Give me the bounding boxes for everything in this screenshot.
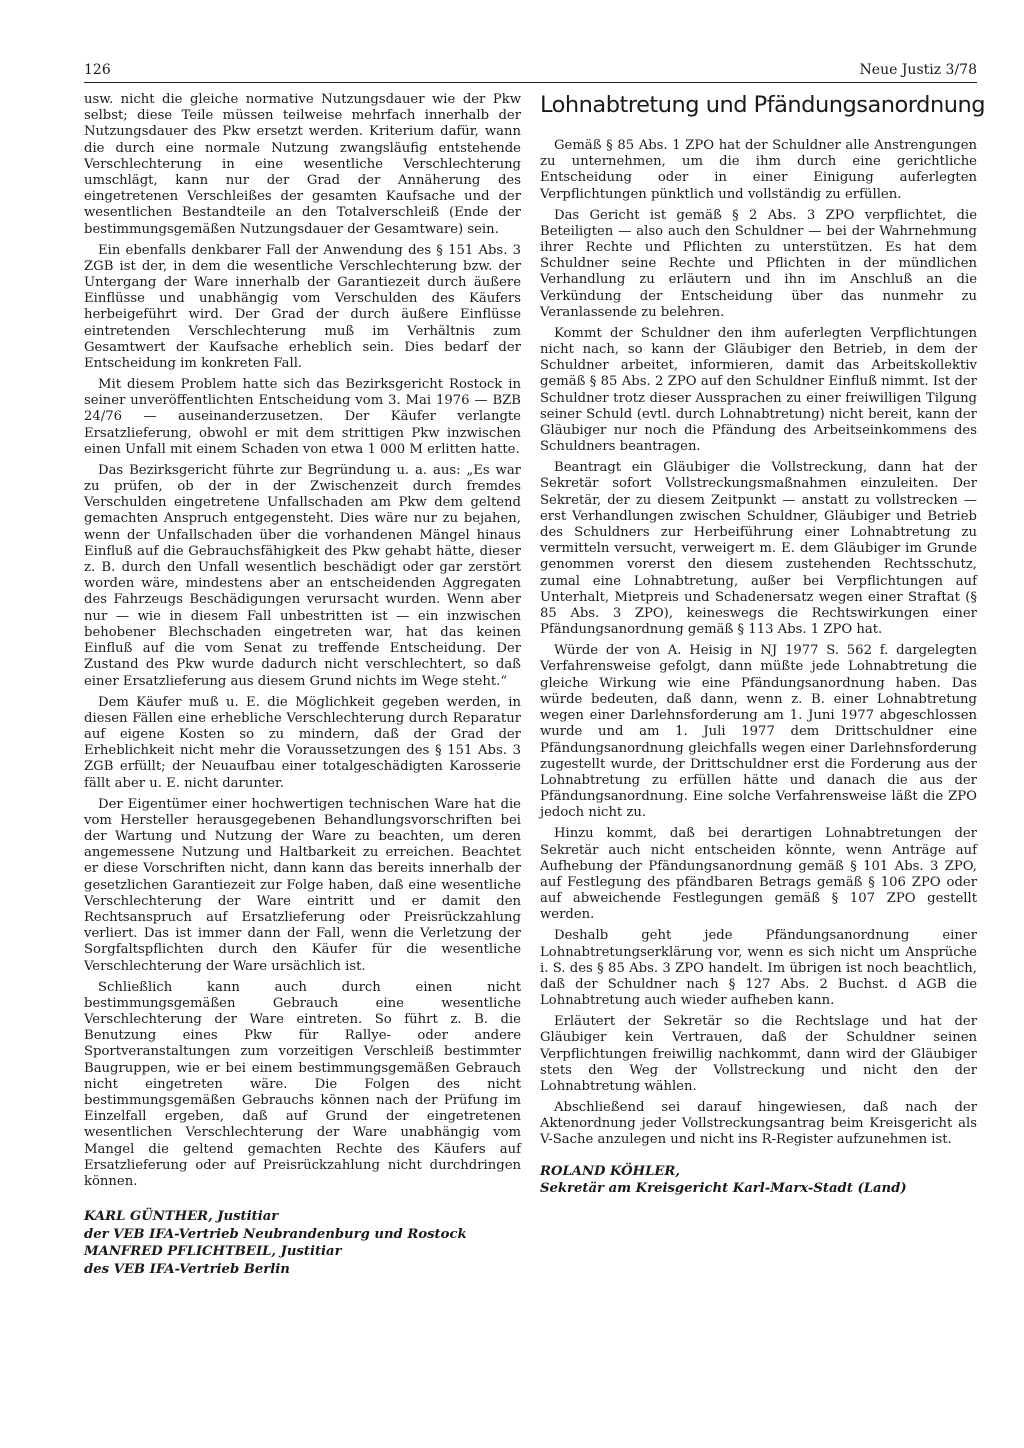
paragraph: Dem Käufer muß u. E. die Möglichkeit gegeben werden, in diesen Fällen eine erhebliche Verschlechterung durch Reparatur auf eigene Kosten so zu mindern, daß der Grad der Erheblichkeit nicht mehr die Voraussetzungen des § 151 Abs. 3 ZGB erfüllt; der Neuaufbau einer totalgeschädigten Karosserie fällt aber u. E. nicht darunter.	[84, 694, 521, 791]
paragraph: usw. nicht die gleiche normative Nutzungsdauer wie der Pkw selbst; diese Teile müssen teilweise mehrfach innerhalb der Nutzungsdauer des Pkw ersetzt werden. Kriterium dafür, wann die durch eine normale Nutzung zwangsläufig entstehende Verschlechterung in eine wesentliche Verschlechterung umschlägt, kann nur der Grad der Annäherung des eingetretenen Verschleißes der gesamten Kaufsache und der wesentlichen Bestandteile an den Totalverschleiß (Ende der bestimmungsgemäßen Nutzungsdauer der Gesamtware) sein.	[84, 92, 521, 237]
journal-issue: Neue Justiz 3/78	[859, 62, 977, 78]
paragraph: Das Bezirksgericht führte zur Begründung u. a. aus: „Es war zu prüfen, ob der in der Zwischenzeit durch fremdes Verschulden eingetretene Unfallschaden am Pkw dem geltend gemachten Anspruch entgegensteht. Dies wäre nur zu bejahen, wenn der Unfallschaden über die vorhandenen Mängel hinaus Einfluß auf die Gebrauchsfähigkeit des Pkw gehabt hätte, dieser z. B. durch den Unfall wesentlich beschädigt oder gar zerstört worden wäre, mindestens aber an entscheidenden Aggregaten des Fahrzeugs Beschädigungen verursacht wurden. Wenn aber nur — wie in diesem Fall unbestritten ist — ein inzwischen behobener Blechschaden eingetreten war, hat das keinen Einfluß auf die vom Senat zu treffende Entscheidung. Der Zustand des Pkw wurde dadurch nicht verschlechtert, so daß einer Ersatzlieferung aus diesem Grund nichts im Wege steht.“	[84, 462, 521, 689]
paragraph: Deshalb geht jede Pfändungsanordnung einer Lohnabtretungserklärung vor, wenn es sich nicht um Ansprüche i. S. des § 85 Abs. 3 ZPO handelt. Im übrigen ist noch beachtlich, daß der Schuldner nach § 127 Abs. 2 Buchst. d AGB die Lohnabtretung auch wieder aufheben kann.	[540, 928, 977, 1009]
paragraph: Mit diesem Problem hatte sich das Bezirksgericht Rostock in seiner unveröffentlichten Entscheidung vom 3. Mai 1976 — BZB 24/76 — auseinanderzusetzen. Der Käufer verlangte Ersatzlieferung, obwohl er mit dem strittigen Pkw inzwischen einen Unfall mit einem Schaden von etwa 1 000 M erlitten hatte.	[84, 377, 521, 457]
signature-line: der VEB IFA-Vertrieb Neubrandenburg und Rostock	[84, 1226, 467, 1242]
author-signature	[84, 1208, 521, 1278]
signature-line: des VEB IFA-Vertrieb Berlin	[84, 1261, 290, 1277]
signature-line: ROLAND KÖHLER,	[540, 1163, 680, 1179]
paragraph: Erläutert der Sekretär so die Rechtslage und hat der Gläubiger kein Vertrauen, daß der Schuldner seinen Verpflichtungen freiwillig nachkommt, dann wird der Gläubiger stets den Weg der Vollstreckung und nicht den der Lohnabtretung wählen.	[540, 1014, 977, 1094]
author-signature	[540, 1163, 977, 1198]
paragraph: Kommt der Schuldner den ihm auferlegten Verpflichtungen nicht nach, so kann der Gläubiger den Betrieb, in dem der Schuldner arbeitet, informieren, damit das Arbeitskollektiv gemäß § 85 Abs. 2 ZPO auf den Schuldner Einfluß nimmt. Ist der Schuldner trotz dieser Aussprachen zu einer freiwilligen Tilgung seiner Schuld (evtl. durch Lohnabtretung) nicht bereit, kann der Gläubiger nur noch die Pfändung des Arbeitseinkommens des Schuldners beantragen.	[540, 325, 977, 455]
paragraph: Gemäß § 85 Abs. 1 ZPO hat der Schuldner alle Anstrengungen zu unternehmen, um die ihm durch eine gerichtliche Entscheidung oder in einer Einigung auferlegten Verpflichtungen pünktlich und vollständig zu erfüllen.	[540, 138, 977, 202]
paragraph: Beantragt ein Gläubiger die Vollstreckung, dann hat der Sekretär sofort Vollstreckungsmaßnahmen einzuleiten. Der Sekretär, der zu diesem Zeitpunkt — anstatt zu vollstrecken — erst Verhandlungen zwischen Schuldner, Gläubiger und Betrieb des Schuldners zur Herbeiführung einer Lohnabtretung zu vermitteln versucht, verweigert m. E. dem Gläubiger im Grunde genommen vorerst den diesem zustehenden Rechtsschutz, zumal eine Lohnabtretung, außer bei Verpflichtungen auf Unterhalt, Mietpreis und Schadenersatz wegen einer Straftat (§ 85 Abs. 3 ZPO), keineswegs die Rechtswirkungen einer Pfändungsanordnung gemäß § 113 Abs. 1 ZPO hat.	[540, 460, 977, 638]
article-heading: Lohnabtretung und Pfändungsanordnung	[540, 92, 986, 118]
paragraph: Würde der von A. Heisig in NJ 1977 S. 562 f. dargelegten Verfahrensweise gefolgt, dann müßte jede Lohnabtretung die gleiche Wirkung wie eine Pfändungsanordnung haben. Das würde bedeuten, daß dann, wenn z. B. einer Lohnabtretung wegen einer Darlehnsforderung am 1. Juni 1977 abgeschlossen wurde und am 1. Juli 1977 dem Drittschuldner eine Pfändungsanordnung gleichfalls wegen einer Darlehnsforderung zugestellt wurde, der Drittschuldner erst die Forderung aus der Lohnabtretung zu erfüllen hätte und danach die aus der Pfändungsanordnung. Eine solche Verfahrensweise läßt die ZPO jedoch nicht zu.	[540, 643, 977, 821]
right-column	[540, 92, 986, 1198]
signature-line: Sekretär am Kreisgericht Karl-Marx-Stadt (Land)	[540, 1181, 907, 1197]
left-column	[84, 92, 521, 1278]
paragraph: Ein ebenfalls denkbarer Fall der Anwendung des § 151 Abs. 3 ZGB ist der, in dem die wesentliche Verschlechterung bzw. der Untergang der Ware innerhalb der Garantiezeit durch äußere Einflüsse und unabhängig vom Verschulden des Käufers herbeigeführt wird. Der Grad der durch äußere Einflüsse eintretenden Verschlechterung muß im Verhältnis zum Gesamtwert der Kaufsache erheblich sein. Dies bedarf der Entscheidung im konkreten Fall.	[84, 242, 521, 372]
signature-line: KARL GÜNTHER, Justitiar	[84, 1209, 279, 1225]
paragraph: Der Eigentümer einer hochwertigen technischen Ware hat die vom Hersteller herausgegebenen Behandlungsvorschriften bei der Wartung und Nutzung der Ware zu beachten, um deren angemessene Nutzung und Haltbarkeit zu erreichen. Beachtet er diese Vorschriften nicht, dann kann das bereits innerhalb der gesetzlichen Garantiezeit zur Folge haben, daß eine wesentliche Verschlechterung der Ware eintritt und er damit den Rechtsanspruch auf Ersatzlieferung oder Preisrückzahlung verliert. Das ist immer dann der Fall, wenn die Verletzung der Sorgfaltspflichten durch den Käufer für die wesentliche Verschlechterung der Ware ursächlich ist.	[84, 796, 521, 974]
paragraph: Das Gericht ist gemäß § 2 Abs. 3 ZPO verpflichtet, die Beteiligten — also auch den Schuldner — bei der Wahrnehmung ihrer Rechte und Pflichten zu unterstützen. Es hat dem Schuldner seine Rechte und Pflichten in der mündlichen Verhandlung zu erläutern und ihn im Anschluß an die Verkündung der Entscheidung über das nunmehr zu Veranlassende zu belehren.	[540, 207, 977, 320]
signature-line: MANFRED PFLICHTBEIL, Justitiar	[84, 1244, 342, 1260]
paragraph: Hinzu kommt, daß bei derartigen Lohnabtretungen der Sekretär auch nicht entscheiden könnte, wenn Anträge auf Aufhebung der Pfändungsanordnung gemäß § 101 Abs. 3 ZPO, auf Festlegung des pfändbaren Betrags gemäß § 106 ZPO oder auf abweichende Festlegungen gemäß § 107 ZPO gestellt werden.	[540, 826, 977, 923]
header-rule	[84, 82, 977, 83]
paragraph: Abschließend sei darauf hingewiesen, daß nach der Aktenordnung jeder Vollstreckungsantrag beim Kreisgericht als V-Sache anzulegen und nicht ins R-Register aufzunehmen ist.	[540, 1099, 977, 1148]
page-header	[84, 62, 977, 82]
page-number: 126	[84, 62, 111, 78]
paragraph: Schließlich kann auch durch einen nicht bestimmungsgemäßen Gebrauch eine wesentliche Verschlechterung der Ware eintreten. So führt z. B. die Benutzung eines Pkw für Rallye- oder andere Sportveranstaltungen zum vorzeitigen Verschleiß bestimmter Baugruppen, wie er bei einem bestimmungsgemäßen Gebrauch nicht eingetreten wäre. Die Folgen des nicht bestimmungsgemäßen Gebrauchs können nach der Prüfung im Einzelfall ergeben, daß auf Grund der eingetretenen wesentlichen Verschlechterung der Ware unabhängig vom Mangel die geltend gemachten Rechte des Käufers auf Ersatzlieferung oder auf Preisrückzahlung nicht durchdringen können.	[84, 979, 521, 1189]
